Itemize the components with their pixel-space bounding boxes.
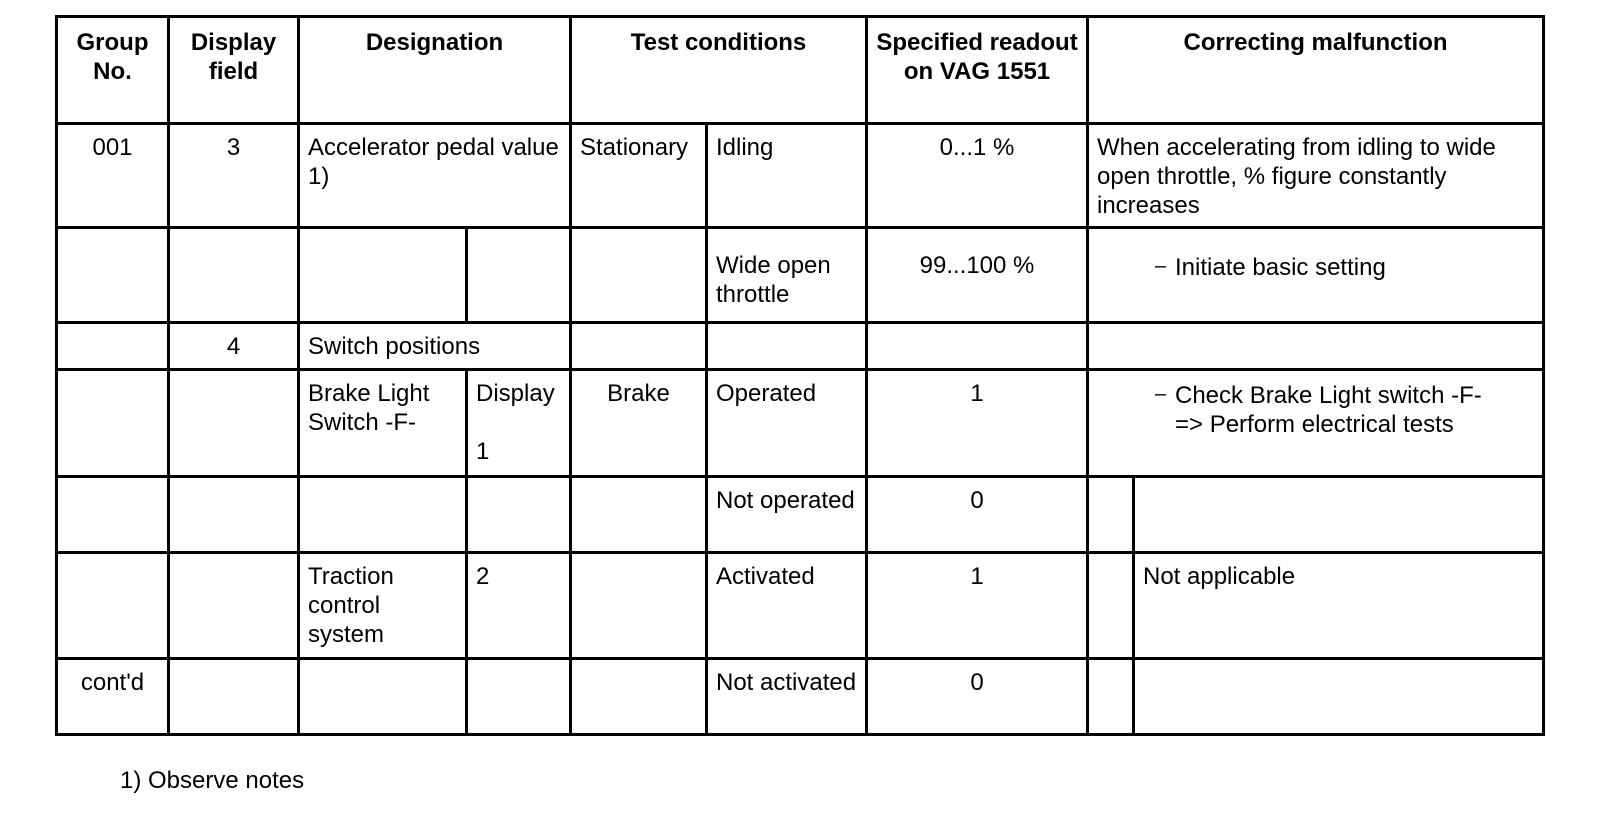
condition-a-cell xyxy=(571,553,707,659)
field-cell: 4 xyxy=(169,323,299,370)
display-cell xyxy=(467,659,571,735)
condition-b-cell: Wide open throttle xyxy=(707,228,867,323)
correcting-cell: Not applicable xyxy=(1134,553,1544,659)
correcting-spacer-cell xyxy=(1088,659,1134,735)
table-row xyxy=(57,659,1544,735)
table-row xyxy=(57,477,1544,553)
group-cell xyxy=(57,370,169,477)
field-cell xyxy=(169,477,299,553)
display-cell xyxy=(467,370,571,477)
condition-a-cell xyxy=(571,228,707,323)
readout-cell: 0...1 % xyxy=(867,124,1088,228)
display-cell: 2 xyxy=(467,553,571,659)
display-label: Display xyxy=(476,380,555,407)
correcting-cell: When accelerating from idling to wide open throttle, % figure constantly increases xyxy=(1088,124,1544,228)
correcting-cell xyxy=(1134,659,1544,735)
dash-bullet: – xyxy=(1155,383,1167,405)
condition-a-cell xyxy=(571,659,707,735)
correcting-text: Check Brake Light switch -F- => Perform electrical tests xyxy=(1175,382,1482,438)
readout-cell: 99...100 % xyxy=(867,228,1088,323)
header-designation: Designation xyxy=(299,17,571,124)
designation-cell: Switch positions xyxy=(299,323,571,370)
table-row xyxy=(57,553,1544,659)
condition-b-cell: Idling xyxy=(707,124,867,228)
display-cell xyxy=(467,477,571,553)
readout-cell: 1 xyxy=(867,553,1088,659)
correcting-spacer-cell xyxy=(1088,553,1134,659)
condition-a-cell xyxy=(571,477,707,553)
table-row xyxy=(57,228,1544,323)
table-row xyxy=(57,370,1544,477)
diagnostic-table xyxy=(55,15,1545,736)
dash-bullet: – xyxy=(1155,255,1167,277)
condition-b-cell: Activated xyxy=(707,553,867,659)
readout-cell xyxy=(867,323,1088,370)
condition-a-cell: Brake xyxy=(571,370,707,477)
field-cell xyxy=(169,659,299,735)
correcting-cell xyxy=(1088,370,1544,477)
condition-b-cell: Operated xyxy=(707,370,867,477)
condition-a-cell xyxy=(571,323,707,370)
condition-a-cell: Stationary xyxy=(571,124,707,228)
field-cell xyxy=(169,553,299,659)
field-cell xyxy=(169,370,299,477)
header-row xyxy=(57,17,1544,124)
header-group-no: Group No. xyxy=(57,17,169,124)
readout-cell: 0 xyxy=(867,659,1088,735)
designation-cell xyxy=(299,228,467,323)
correcting-cell xyxy=(1134,477,1544,553)
readout-cell: 0 xyxy=(867,477,1088,553)
header-correcting-malfunction: Correcting malfunction xyxy=(1088,17,1544,124)
designation-cell: Accelerator pedal value 1) xyxy=(299,124,571,228)
correcting-text: Initiate basic setting xyxy=(1175,254,1386,281)
header-specified-readout: Specified readout on VAG 1551 xyxy=(867,17,1088,124)
designation-cell: Traction control system xyxy=(299,553,467,659)
table-row xyxy=(57,124,1544,228)
group-cell: cont'd xyxy=(57,659,169,735)
designation-cell xyxy=(299,659,467,735)
group-cell xyxy=(57,553,169,659)
designation-cell: Brake Light Switch -F- xyxy=(299,370,467,477)
header-display-field: Display field xyxy=(169,17,299,124)
group-cell: 001 xyxy=(57,124,169,228)
table-row xyxy=(57,323,1544,370)
readout-cell: 1 xyxy=(867,370,1088,477)
condition-b-cell xyxy=(707,323,867,370)
field-cell: 3 xyxy=(169,124,299,228)
group-cell xyxy=(57,228,169,323)
header-test-conditions: Test conditions xyxy=(571,17,867,124)
correcting-cell xyxy=(1088,228,1544,323)
correcting-spacer-cell xyxy=(1088,477,1134,553)
display-value: 1 xyxy=(476,438,490,465)
field-cell xyxy=(169,228,299,323)
correcting-cell xyxy=(1088,323,1544,370)
footnote: 1) Observe notes xyxy=(120,767,305,794)
group-cell xyxy=(57,477,169,553)
designation-cell xyxy=(299,477,467,553)
group-cell xyxy=(57,323,169,370)
condition-b-cell: Not operated xyxy=(707,477,867,553)
display-cell xyxy=(467,228,571,323)
condition-b-cell: Not activated xyxy=(707,659,867,735)
